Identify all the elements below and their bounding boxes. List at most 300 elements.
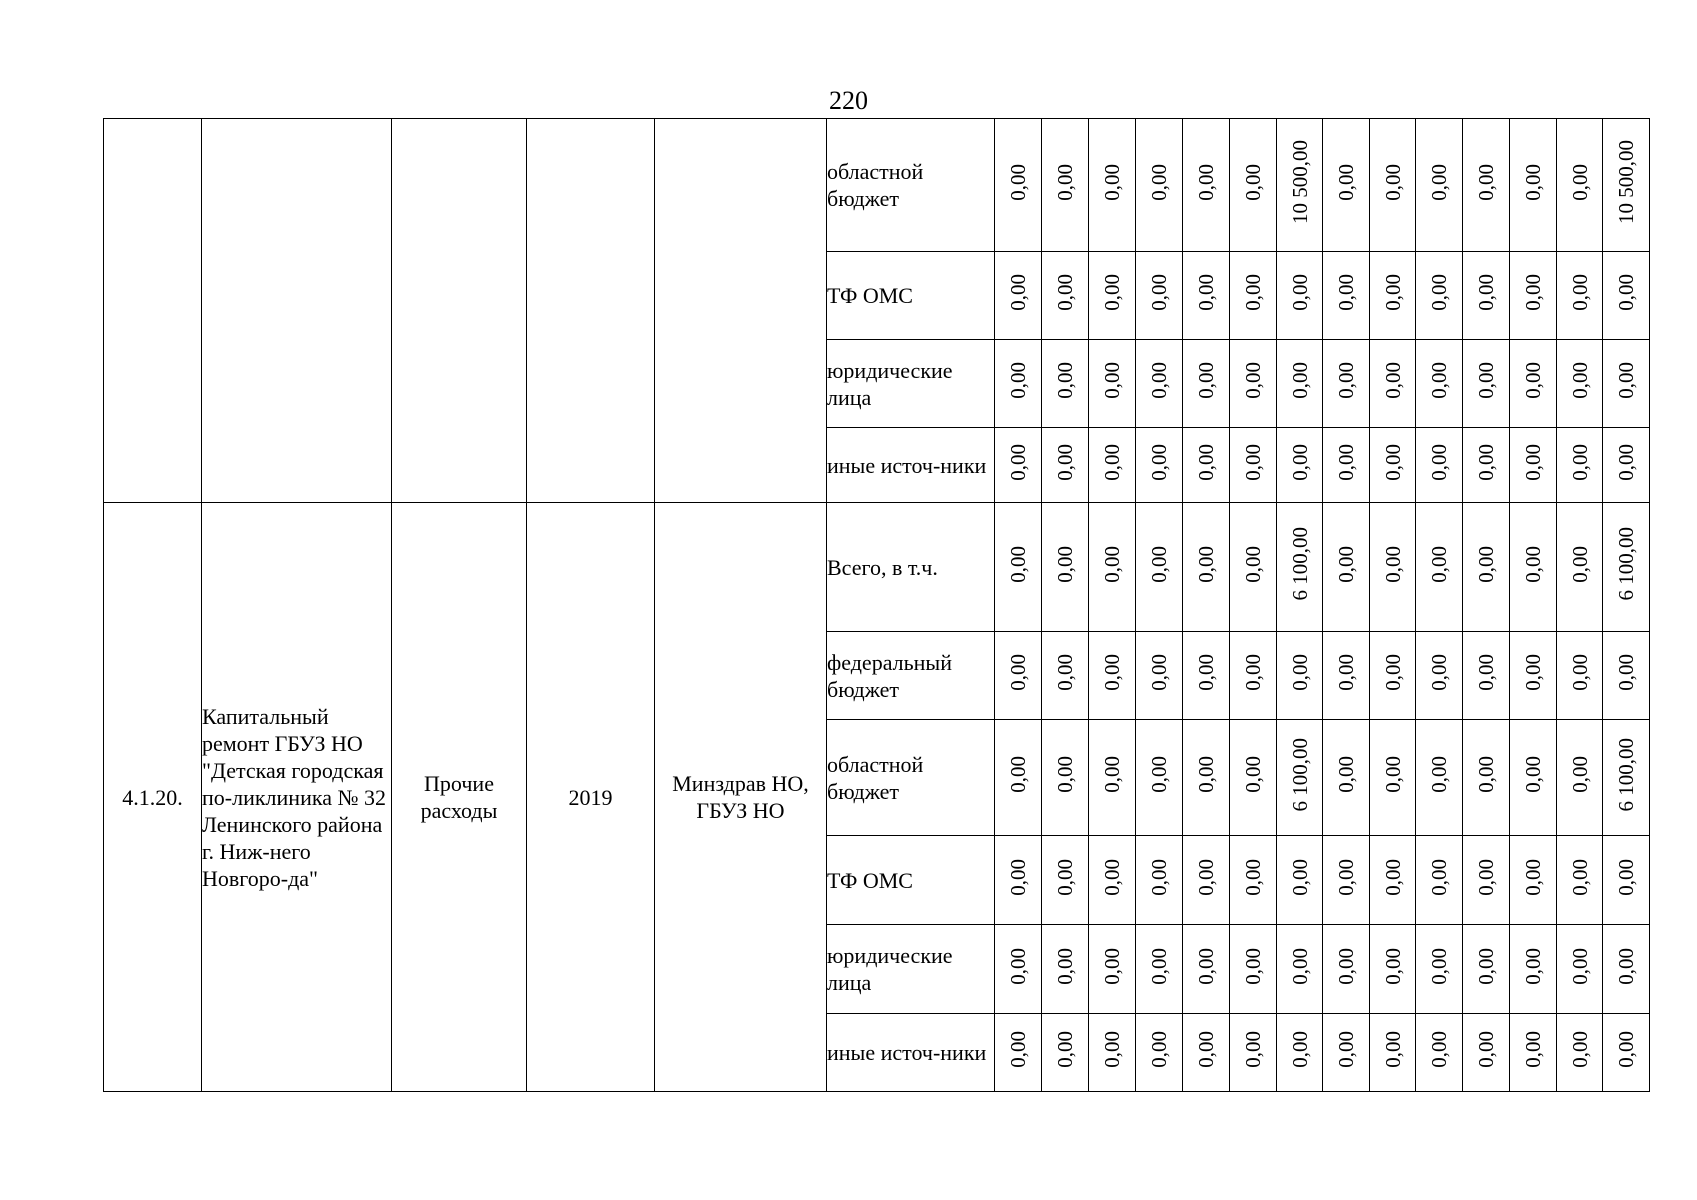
amount-value: 0,00 bbox=[1427, 274, 1451, 311]
amount-cell bbox=[1557, 836, 1603, 925]
amount-value: 0,00 bbox=[1194, 858, 1218, 896]
amount-value: 0,00 bbox=[1334, 1031, 1358, 1068]
funding-source: иные источ-ники bbox=[827, 428, 995, 503]
amount-value: 0,00 bbox=[1567, 163, 1592, 201]
amount-value: 10 500,00 bbox=[1614, 140, 1638, 224]
amount-cell bbox=[1557, 428, 1603, 503]
amount-cell bbox=[1277, 1014, 1323, 1092]
amount-cell bbox=[1230, 1014, 1277, 1092]
amount-cell bbox=[1416, 720, 1463, 836]
amount-value: 0,00 bbox=[1474, 443, 1498, 481]
amount-value: 0,00 bbox=[1474, 274, 1498, 311]
amount-cell bbox=[1183, 836, 1230, 925]
amount-value: 0,00 bbox=[1194, 1031, 1218, 1068]
amount-value: 0,00 bbox=[1147, 947, 1171, 985]
amount-cell bbox=[995, 503, 1042, 632]
amount-cell bbox=[1603, 1014, 1650, 1092]
amount-value: 0,00 bbox=[1474, 947, 1498, 985]
amount-value: 0,00 bbox=[1474, 756, 1498, 793]
amount-cell bbox=[1042, 252, 1089, 340]
amount-value: 0,00 bbox=[1334, 756, 1358, 793]
amount-value: 6 100,00 bbox=[1614, 527, 1638, 601]
amount-cell bbox=[1042, 340, 1089, 428]
amount-cell bbox=[1136, 925, 1183, 1014]
amount-value: 0,00 bbox=[1100, 947, 1124, 985]
amount-value: 0,00 bbox=[1287, 654, 1312, 691]
amount-cell bbox=[1463, 252, 1510, 340]
amount-value: 0,00 bbox=[1427, 1031, 1451, 1068]
amount-value: 0,00 bbox=[1427, 654, 1451, 691]
amount-cell bbox=[1042, 925, 1089, 1014]
amount-cell bbox=[1603, 428, 1650, 503]
amount-value: 0,00 bbox=[1521, 362, 1545, 399]
amount-cell bbox=[995, 428, 1042, 503]
amount-cell bbox=[1323, 503, 1370, 632]
amount-value: 0,00 bbox=[1380, 163, 1405, 201]
amount-value: 0,00 bbox=[1194, 362, 1218, 399]
amount-cell bbox=[1416, 252, 1463, 340]
amount-value: 0,00 bbox=[1194, 654, 1218, 691]
amount-value: 0,00 bbox=[1521, 858, 1545, 896]
amount-value: 0,00 bbox=[1287, 947, 1312, 985]
amount-cell bbox=[1230, 836, 1277, 925]
amount-value: 0,00 bbox=[1194, 163, 1218, 201]
amount-value: 0,00 bbox=[1006, 443, 1030, 481]
amount-value: 0,00 bbox=[1006, 1031, 1030, 1068]
amount-cell bbox=[1370, 503, 1416, 632]
amount-value: 0,00 bbox=[1053, 947, 1077, 985]
amount-value: 0,00 bbox=[1567, 545, 1592, 583]
amount-value: 0,00 bbox=[1194, 756, 1218, 793]
amount-cell bbox=[1323, 340, 1370, 428]
amount-value: 0,00 bbox=[1241, 274, 1265, 311]
amount-cell bbox=[1510, 720, 1557, 836]
amount-cell bbox=[1230, 720, 1277, 836]
amount-value: 0,00 bbox=[1380, 947, 1405, 985]
amount-cell bbox=[1183, 252, 1230, 340]
amount-cell bbox=[1557, 1014, 1603, 1092]
amount-value: 0,00 bbox=[1241, 163, 1265, 201]
amount-value: 0,00 bbox=[1614, 274, 1638, 311]
amount-value: 0,00 bbox=[1006, 163, 1030, 201]
amount-value: 0,00 bbox=[1474, 1031, 1498, 1068]
amount-value: 0,00 bbox=[1100, 545, 1124, 583]
amount-cell bbox=[1183, 632, 1230, 720]
amount-cell bbox=[1416, 925, 1463, 1014]
item-code: 4.1.20. bbox=[104, 503, 202, 1092]
amount-cell bbox=[1603, 632, 1650, 720]
amount-value: 0,00 bbox=[1194, 947, 1218, 985]
amount-cell bbox=[1277, 428, 1323, 503]
amount-value: 0,00 bbox=[1241, 858, 1265, 896]
amount-cell bbox=[1557, 720, 1603, 836]
amount-cell bbox=[1230, 119, 1277, 252]
amount-value: 0,00 bbox=[1053, 362, 1077, 399]
amount-cell bbox=[1370, 340, 1416, 428]
amount-value: 0,00 bbox=[1100, 362, 1124, 399]
amount-cell bbox=[1323, 1014, 1370, 1092]
amount-value: 0,00 bbox=[1567, 858, 1592, 896]
amount-value: 0,00 bbox=[1567, 654, 1592, 691]
amount-cell bbox=[1463, 836, 1510, 925]
amount-value: 0,00 bbox=[1427, 756, 1451, 793]
amount-value: 0,00 bbox=[1241, 654, 1265, 691]
amount-value: 0,00 bbox=[1521, 274, 1545, 311]
amount-cell bbox=[1603, 720, 1650, 836]
amount-value: 0,00 bbox=[1006, 654, 1030, 691]
amount-cell bbox=[1416, 632, 1463, 720]
amount-cell bbox=[1277, 925, 1323, 1014]
amount-cell bbox=[1089, 632, 1136, 720]
amount-cell bbox=[1230, 925, 1277, 1014]
amount-cell bbox=[1557, 340, 1603, 428]
amount-cell bbox=[1416, 836, 1463, 925]
amount-value: 0,00 bbox=[1474, 654, 1498, 691]
amount-value: 0,00 bbox=[1100, 858, 1124, 896]
amount-value: 0,00 bbox=[1053, 858, 1077, 896]
year bbox=[527, 119, 655, 503]
responsible-executor: Минздрав НО, ГБУЗ НО bbox=[655, 503, 827, 1092]
funding-source: иные источ-ники bbox=[827, 1014, 995, 1092]
amount-cell bbox=[1230, 252, 1277, 340]
amount-value: 0,00 bbox=[1194, 545, 1218, 583]
amount-value: 0,00 bbox=[1474, 545, 1498, 583]
funding-source: юридические лица bbox=[827, 925, 995, 1014]
amount-cell bbox=[1557, 503, 1603, 632]
amount-cell bbox=[1042, 503, 1089, 632]
amount-value: 0,00 bbox=[1521, 443, 1545, 481]
amount-value: 0,00 bbox=[1334, 362, 1358, 399]
amount-cell bbox=[995, 925, 1042, 1014]
amount-cell bbox=[1136, 252, 1183, 340]
amount-value: 0,00 bbox=[1053, 443, 1077, 481]
amount-cell bbox=[1277, 340, 1323, 428]
amount-cell bbox=[1323, 252, 1370, 340]
amount-value: 0,00 bbox=[1334, 274, 1358, 311]
amount-value: 6 100,00 bbox=[1287, 527, 1312, 601]
amount-cell bbox=[1416, 1014, 1463, 1092]
amount-cell bbox=[1603, 119, 1650, 252]
amount-value: 0,00 bbox=[1100, 1031, 1124, 1068]
amount-cell bbox=[1370, 632, 1416, 720]
amount-value: 0,00 bbox=[1287, 362, 1312, 399]
table-body bbox=[104, 119, 1650, 1092]
amount-value: 0,00 bbox=[1380, 274, 1405, 311]
amount-cell bbox=[1089, 428, 1136, 503]
amount-value: 0,00 bbox=[1053, 654, 1077, 691]
amount-value: 0,00 bbox=[1427, 362, 1451, 399]
amount-value: 0,00 bbox=[1334, 545, 1358, 583]
amount-cell bbox=[1183, 925, 1230, 1014]
amount-cell bbox=[1510, 925, 1557, 1014]
amount-cell bbox=[1370, 119, 1416, 252]
amount-cell bbox=[1463, 632, 1510, 720]
amount-value: 0,00 bbox=[1241, 1031, 1265, 1068]
amount-cell bbox=[1136, 428, 1183, 503]
amount-value: 0,00 bbox=[1100, 163, 1124, 201]
amount-cell bbox=[1089, 503, 1136, 632]
page-number: 220 bbox=[829, 86, 868, 115]
funding-source: ТФ ОМС bbox=[827, 252, 995, 340]
amount-value: 0,00 bbox=[1614, 654, 1638, 691]
amount-value: 0,00 bbox=[1147, 362, 1171, 399]
amount-cell bbox=[1089, 720, 1136, 836]
amount-cell bbox=[1603, 925, 1650, 1014]
amount-cell bbox=[1370, 252, 1416, 340]
amount-value: 0,00 bbox=[1006, 362, 1030, 399]
amount-cell bbox=[1136, 836, 1183, 925]
amount-value: 0,00 bbox=[1147, 1031, 1171, 1068]
amount-value: 0,00 bbox=[1287, 443, 1312, 481]
amount-value: 0,00 bbox=[1053, 274, 1077, 311]
amount-cell bbox=[1136, 119, 1183, 252]
year: 2019 bbox=[527, 503, 655, 1092]
amount-cell bbox=[1370, 720, 1416, 836]
amount-cell bbox=[1370, 1014, 1416, 1092]
amount-value: 0,00 bbox=[1006, 947, 1030, 985]
amount-cell bbox=[1277, 119, 1323, 252]
amount-value: 6 100,00 bbox=[1614, 737, 1638, 812]
amount-cell bbox=[1089, 252, 1136, 340]
amount-cell bbox=[1510, 836, 1557, 925]
funding-source: Всего, в т.ч. bbox=[827, 503, 995, 632]
amount-cell bbox=[1042, 720, 1089, 836]
amount-value: 0,00 bbox=[1521, 947, 1545, 985]
amount-value: 0,00 bbox=[1567, 443, 1592, 481]
amount-value: 0,00 bbox=[1147, 163, 1171, 201]
amount-cell bbox=[1089, 1014, 1136, 1092]
amount-cell bbox=[1557, 119, 1603, 252]
amount-value: 0,00 bbox=[1474, 163, 1498, 201]
amount-value: 0,00 bbox=[1241, 756, 1265, 793]
amount-value: 0,00 bbox=[1614, 858, 1638, 896]
amount-cell bbox=[1183, 428, 1230, 503]
amount-value: 0,00 bbox=[1334, 443, 1358, 481]
amount-value: 0,00 bbox=[1614, 947, 1638, 985]
amount-cell bbox=[1277, 503, 1323, 632]
amount-cell bbox=[1510, 340, 1557, 428]
amount-value: 0,00 bbox=[1100, 443, 1124, 481]
amount-value: 0,00 bbox=[1053, 545, 1077, 583]
expense-type: Прочие расходы bbox=[392, 503, 527, 1092]
amount-value: 0,00 bbox=[1194, 274, 1218, 311]
amount-value: 0,00 bbox=[1380, 1031, 1405, 1068]
table-row bbox=[104, 119, 1650, 252]
amount-cell bbox=[1510, 632, 1557, 720]
amount-value: 0,00 bbox=[1334, 654, 1358, 691]
amount-value: 0,00 bbox=[1006, 545, 1030, 583]
amount-value: 0,00 bbox=[1287, 274, 1312, 311]
amount-value: 0,00 bbox=[1334, 858, 1358, 896]
funding-source: ТФ ОМС bbox=[827, 836, 995, 925]
amount-value: 0,00 bbox=[1147, 858, 1171, 896]
amount-cell bbox=[1510, 503, 1557, 632]
amount-value: 0,00 bbox=[1521, 654, 1545, 691]
amount-value: 0,00 bbox=[1427, 545, 1451, 583]
amount-cell bbox=[995, 720, 1042, 836]
amount-value: 0,00 bbox=[1006, 858, 1030, 896]
amount-cell bbox=[1416, 119, 1463, 252]
amount-cell bbox=[1463, 428, 1510, 503]
amount-cell bbox=[1370, 925, 1416, 1014]
item-name: Капитальный ремонт ГБУЗ НО "Детская городская по-ликлиника № 32 Ленинского района г. Ниж-него Новгоро-да" bbox=[202, 503, 392, 1092]
amount-value: 0,00 bbox=[1334, 947, 1358, 985]
responsible-executor bbox=[655, 119, 827, 503]
amount-cell bbox=[1603, 836, 1650, 925]
amount-cell bbox=[1370, 836, 1416, 925]
amount-value: 0,00 bbox=[1241, 443, 1265, 481]
amount-cell bbox=[1463, 925, 1510, 1014]
amount-cell bbox=[1323, 632, 1370, 720]
amount-cell bbox=[995, 252, 1042, 340]
amount-cell bbox=[1463, 340, 1510, 428]
amount-value: 0,00 bbox=[1380, 443, 1405, 481]
amount-value: 0,00 bbox=[1427, 947, 1451, 985]
amount-cell bbox=[1416, 503, 1463, 632]
amount-cell bbox=[1277, 252, 1323, 340]
amount-value: 0,00 bbox=[1147, 545, 1171, 583]
expense-type bbox=[392, 119, 527, 503]
amount-cell bbox=[1323, 119, 1370, 252]
amount-cell bbox=[1510, 428, 1557, 503]
amount-value: 0,00 bbox=[1194, 443, 1218, 481]
amount-value: 0,00 bbox=[1241, 362, 1265, 399]
amount-cell bbox=[1557, 925, 1603, 1014]
amount-cell bbox=[1183, 340, 1230, 428]
amount-cell bbox=[1463, 720, 1510, 836]
amount-value: 0,00 bbox=[1006, 274, 1030, 311]
amount-cell bbox=[1323, 428, 1370, 503]
amount-value: 0,00 bbox=[1287, 1031, 1312, 1068]
amount-cell bbox=[1183, 1014, 1230, 1092]
amount-value: 0,00 bbox=[1521, 1031, 1545, 1068]
amount-value: 0,00 bbox=[1100, 274, 1124, 311]
amount-value: 0,00 bbox=[1147, 756, 1171, 793]
amount-value: 0,00 bbox=[1567, 274, 1592, 311]
amount-cell bbox=[1183, 720, 1230, 836]
amount-cell bbox=[1183, 503, 1230, 632]
amount-cell bbox=[1042, 119, 1089, 252]
amount-cell bbox=[1136, 340, 1183, 428]
amount-value: 0,00 bbox=[1287, 858, 1312, 896]
amount-value: 0,00 bbox=[1614, 1031, 1638, 1068]
amount-cell bbox=[1230, 428, 1277, 503]
amount-value: 0,00 bbox=[1380, 756, 1405, 793]
amount-cell bbox=[1230, 340, 1277, 428]
amount-cell bbox=[1136, 632, 1183, 720]
amount-value: 0,00 bbox=[1380, 362, 1405, 399]
amount-value: 0,00 bbox=[1567, 947, 1592, 985]
funding-source: областной бюджет bbox=[827, 119, 995, 252]
amount-value: 0,00 bbox=[1334, 163, 1358, 201]
budget-table bbox=[103, 118, 1650, 1092]
amount-cell bbox=[1463, 119, 1510, 252]
amount-value: 0,00 bbox=[1521, 756, 1545, 793]
amount-value: 0,00 bbox=[1053, 756, 1077, 793]
table-row bbox=[104, 503, 1650, 632]
funding-source: юридические лица bbox=[827, 340, 995, 428]
amount-cell bbox=[1089, 836, 1136, 925]
amount-cell bbox=[1277, 836, 1323, 925]
amount-value: 0,00 bbox=[1567, 1031, 1592, 1068]
amount-cell bbox=[1323, 720, 1370, 836]
amount-cell bbox=[1042, 632, 1089, 720]
amount-cell bbox=[1510, 1014, 1557, 1092]
amount-value: 10 500,00 bbox=[1287, 140, 1312, 224]
amount-cell bbox=[995, 1014, 1042, 1092]
item-code bbox=[104, 119, 202, 503]
amount-cell bbox=[1089, 119, 1136, 252]
amount-cell bbox=[1089, 340, 1136, 428]
amount-cell bbox=[1416, 428, 1463, 503]
amount-cell bbox=[1323, 925, 1370, 1014]
amount-value: 0,00 bbox=[1521, 163, 1545, 201]
amount-cell bbox=[995, 119, 1042, 252]
amount-value: 0,00 bbox=[1521, 545, 1545, 583]
amount-cell bbox=[1183, 119, 1230, 252]
item-name bbox=[202, 119, 392, 503]
amount-value: 0,00 bbox=[1147, 654, 1171, 691]
amount-value: 0,00 bbox=[1427, 163, 1451, 201]
amount-cell bbox=[1510, 252, 1557, 340]
amount-value: 0,00 bbox=[1474, 362, 1498, 399]
amount-value: 0,00 bbox=[1006, 756, 1030, 793]
amount-cell bbox=[1510, 119, 1557, 252]
amount-value: 0,00 bbox=[1567, 756, 1592, 793]
amount-value: 0,00 bbox=[1474, 858, 1498, 896]
amount-cell bbox=[1416, 340, 1463, 428]
amount-cell bbox=[1230, 503, 1277, 632]
amount-cell bbox=[1230, 632, 1277, 720]
amount-cell bbox=[1463, 1014, 1510, 1092]
amount-cell bbox=[1089, 925, 1136, 1014]
amount-cell bbox=[1277, 632, 1323, 720]
amount-cell bbox=[1136, 503, 1183, 632]
funding-source: федеральный бюджет bbox=[827, 632, 995, 720]
amount-cell bbox=[1603, 503, 1650, 632]
funding-source: областной бюджет bbox=[827, 720, 995, 836]
amount-value: 0,00 bbox=[1100, 654, 1124, 691]
amount-value: 0,00 bbox=[1427, 858, 1451, 896]
amount-value: 0,00 bbox=[1241, 545, 1265, 583]
amount-cell bbox=[1277, 720, 1323, 836]
amount-value: 0,00 bbox=[1380, 858, 1405, 896]
amount-cell bbox=[995, 632, 1042, 720]
amount-cell bbox=[1042, 1014, 1089, 1092]
amount-cell bbox=[1323, 836, 1370, 925]
amount-value: 0,00 bbox=[1147, 443, 1171, 481]
amount-cell bbox=[1136, 1014, 1183, 1092]
amount-value: 0,00 bbox=[1053, 1031, 1077, 1068]
amount-value: 0,00 bbox=[1614, 362, 1638, 399]
amount-value: 0,00 bbox=[1567, 362, 1592, 399]
amount-value: 0,00 bbox=[1100, 756, 1124, 793]
amount-value: 0,00 bbox=[1380, 545, 1405, 583]
amount-cell bbox=[1603, 340, 1650, 428]
amount-value: 0,00 bbox=[1614, 443, 1638, 481]
amount-value: 0,00 bbox=[1147, 274, 1171, 311]
amount-value: 6 100,00 bbox=[1287, 737, 1312, 812]
amount-cell bbox=[1042, 428, 1089, 503]
amount-cell bbox=[1603, 252, 1650, 340]
amount-value: 0,00 bbox=[1241, 947, 1265, 985]
amount-value: 0,00 bbox=[1380, 654, 1405, 691]
amount-cell bbox=[1557, 632, 1603, 720]
amount-cell bbox=[1136, 720, 1183, 836]
amount-cell bbox=[1370, 428, 1416, 503]
amount-cell bbox=[995, 836, 1042, 925]
amount-cell bbox=[1557, 252, 1603, 340]
